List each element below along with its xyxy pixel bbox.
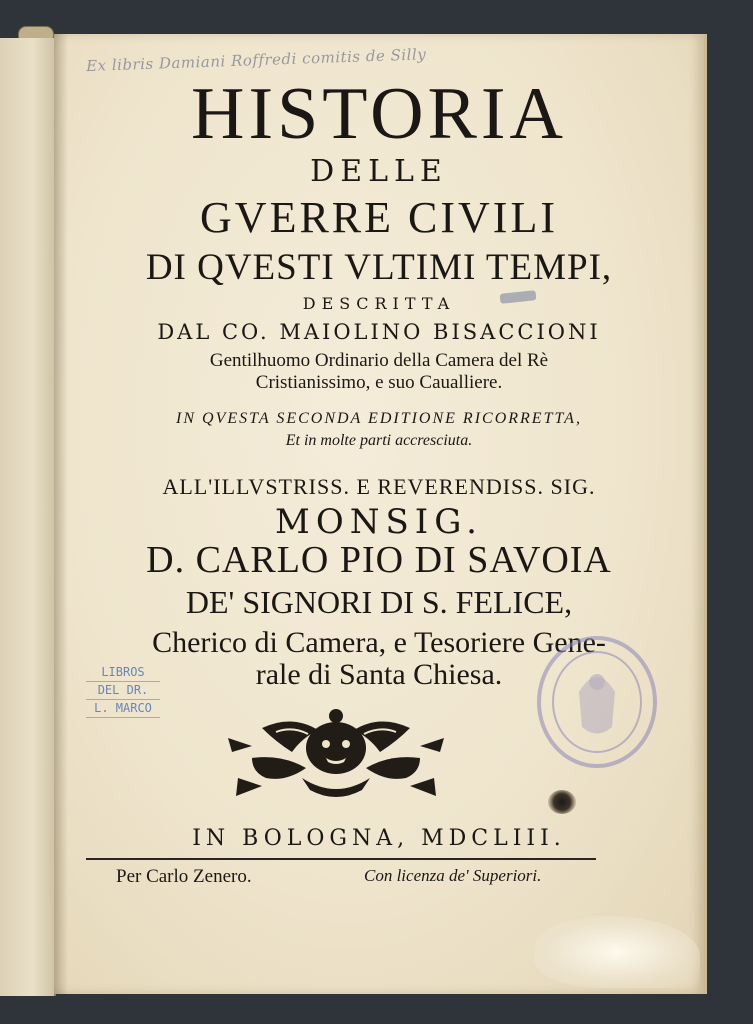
library-seal-stamp [534, 632, 660, 772]
worm-hole [548, 790, 576, 814]
imprint-printer: Per Carlo Zenero. [116, 866, 252, 887]
author-name: DAL CO. MAIOLINO BISACCIONI [157, 320, 601, 344]
title-questi-tempi: DI QVESTI VLTIMI TEMPI, [145, 247, 613, 288]
dedication-line-1: ALL'ILLVSTRISS. E REVERENDISS. SIG. [162, 474, 596, 499]
edition-note-line-1: IN QVESTA SECONDA EDITIONE RICORRETTA, [176, 410, 582, 427]
libros-del-dr-stamp [86, 664, 160, 718]
author-title-line-2: Cristianissimo, e suo Caualliere. [255, 372, 503, 393]
book-title: HISTORIA [191, 73, 567, 155]
imprint-license: Con licenza de' Superiori. [364, 866, 542, 885]
stamp-line-1: LIBROS [86, 664, 160, 682]
left-page-edge [0, 38, 56, 996]
imprint-rule [86, 858, 596, 860]
dedicatee-lineage: DE' SIGNORI DI S. FELICE, [185, 584, 573, 620]
author-title-line-1: Gentilhuomo Ordinario della Camera del Rè [209, 350, 549, 371]
edition-note-line-2: Et in molte parti accresciuta. [285, 432, 473, 449]
imprint-place-date: IN BOLOGNA, MDCLIII. [192, 826, 566, 851]
dedicatee-name: D. CARLO PIO DI SAVOIA [146, 539, 612, 581]
printer-ornament [222, 708, 450, 804]
stamp-line-2: DEL DR. [86, 682, 160, 700]
title-delle: DELLE [310, 154, 448, 189]
dedication-monsig: MONSIG. [275, 502, 483, 542]
dedicatee-office-2: rale di Santa Chiesa. [255, 658, 503, 691]
dedicatee-office-1: Cherico di Camera, e Tesoriere Gene- [152, 626, 606, 659]
descritta-label: DESCRITTA [302, 294, 456, 313]
title-guerre-civili: GVERRE CIVILI [200, 193, 558, 242]
stamp-line-3: L. MARCO [86, 700, 160, 718]
handwritten-ownership-note: Ex libris Damiani Roffredi comitis de Silly [85, 45, 427, 76]
